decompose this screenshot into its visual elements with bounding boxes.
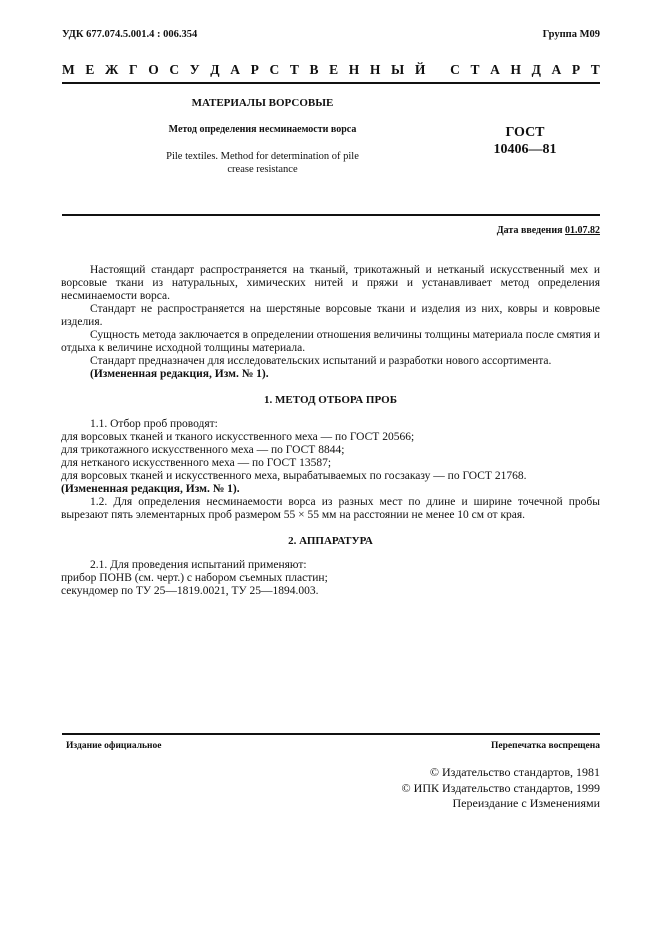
group-code: Группа М09 bbox=[542, 29, 600, 40]
reprint-prohibited: Перепечатка воспрещена bbox=[490, 741, 600, 751]
copyright-1981: © Издательство стандартов, 1981 bbox=[429, 765, 600, 779]
banner-letter: Н bbox=[369, 62, 381, 77]
section-2-title: 2. АППАРАТУРА bbox=[288, 535, 373, 547]
copyright-block bbox=[402, 765, 600, 812]
english-title-line2: crease resistance bbox=[227, 164, 298, 175]
intro-date bbox=[497, 225, 600, 236]
section-2-item-2-1: 2.1. Для проведения испытаний применяют: bbox=[90, 559, 307, 571]
banner-letter: А bbox=[490, 62, 500, 77]
english-title-line1: Pile textiles. Method for determination of pile bbox=[166, 151, 359, 162]
banner-letter: Д bbox=[531, 62, 541, 77]
banner-letter bbox=[436, 62, 439, 78]
banner-letter: А bbox=[551, 62, 562, 77]
reissue-note: Переиздание с Изменениями bbox=[452, 796, 600, 810]
banner-letter: Д bbox=[210, 62, 220, 77]
official-edition: Издание официальное bbox=[66, 741, 162, 751]
banner-letter: О bbox=[148, 62, 159, 77]
section-1-item-1-1: 1.1. Отбор проб проводят: bbox=[90, 418, 218, 430]
banner-letter: Т bbox=[470, 62, 480, 77]
intro-amendment-note: (Измененная редакция, Изм. № 1). bbox=[90, 368, 269, 380]
section-2-line-3: секундомер по ТУ 25—1819.0021, ТУ 25—1894.003. bbox=[61, 585, 319, 597]
banner-letter: Т bbox=[590, 62, 600, 77]
gost-label: ГОСТ bbox=[505, 125, 545, 140]
banner-letter: С bbox=[450, 62, 460, 77]
copyright-1999: © ИПК Издательство стандартов, 1999 bbox=[401, 780, 600, 795]
banner-letter: Т bbox=[289, 62, 299, 77]
banner-letter: У bbox=[189, 62, 200, 77]
section-1-line-4: для нетканого искусственного меха — по ГОСТ 13587; bbox=[61, 457, 332, 469]
section-1-line-5: для ворсовых тканей и искусственного меха, вырабатываемых по госзаказу — по ГОСТ 21768. bbox=[61, 470, 527, 482]
intro-paragraph-3: Сущность метода заключается в определении отношения величины толщины материала после смятия и отдыха к величине исходной толщины материала. bbox=[61, 329, 600, 354]
banner-letter: Ы bbox=[391, 62, 405, 77]
section-1-line-3: для трикотажного искусственного меха — по ГОСТ 8844; bbox=[61, 444, 345, 456]
section-1-line-2: для ворсовых тканей и тканого искусственного меха — по ГОСТ 20566; bbox=[61, 431, 415, 443]
gost-code: 10406—81 bbox=[493, 142, 557, 157]
banner-letter: Й bbox=[414, 62, 426, 77]
gost-number bbox=[470, 124, 580, 158]
top-rule bbox=[62, 82, 600, 84]
footer-rule bbox=[62, 733, 600, 735]
intro-paragraph-4: Стандарт предназначен для исследовательских испытаний и разработки нового ассортимента. bbox=[90, 355, 552, 367]
section-2 bbox=[61, 535, 600, 598]
banner-letter: М bbox=[62, 62, 75, 77]
intro-paragraph-2: Стандарт не распространяется на шерстяные ворсовые ткани и изделия из них, ковры и ковровые изделия. bbox=[61, 303, 600, 328]
banner-letter: С bbox=[169, 62, 180, 77]
banner-letter: Р bbox=[571, 62, 581, 77]
interstate-standard-banner bbox=[62, 62, 600, 78]
udc-code: УДК 677.074.5.001.4 : 006.354 bbox=[62, 29, 198, 40]
banner-letter: В bbox=[309, 62, 319, 77]
banner-letter: Н bbox=[348, 62, 360, 77]
banner-letter: Р bbox=[250, 62, 259, 77]
english-title bbox=[140, 150, 385, 176]
standard-subtitle: Метод определения несминаемости ворса bbox=[168, 124, 357, 135]
banner-letter: А bbox=[230, 62, 240, 77]
intro-date-value: 01.07.82 bbox=[565, 225, 600, 236]
banner-letter: Г bbox=[129, 62, 138, 77]
banner-letter: Н bbox=[510, 62, 521, 77]
section-2-line-2: прибор ПОНВ (см. черт.) с набором съемных пластин; bbox=[61, 572, 328, 584]
section-1-item-1-2: 1.2. Для определения несминаемости ворса из разных мест по длине и ширине точечной пробы вырезают пять элементарных проб размером 55 × 55 мм на расстоянии не менее 10 см от края. bbox=[61, 496, 600, 521]
intro-block bbox=[61, 264, 600, 381]
section-1-amendment-note: (Измененная редакция, Изм. № 1). bbox=[61, 483, 240, 495]
section-1-title: 1. МЕТОД ОТБОРА ПРОБ bbox=[264, 394, 397, 406]
banner-letter: Е bbox=[85, 62, 95, 77]
intro-date-label: Дата введения bbox=[496, 225, 563, 236]
section-1 bbox=[61, 394, 600, 522]
standard-title: МАТЕРИАЛЫ ВОРСОВЫЕ bbox=[191, 97, 334, 109]
banner-letter: С bbox=[269, 62, 280, 77]
banner-letter: Е bbox=[329, 62, 339, 77]
banner-letter: Ж bbox=[105, 62, 119, 77]
title-rule bbox=[62, 214, 600, 216]
intro-paragraph-1: Настоящий стандарт распространяется на тканый, трикотажный и нетканый искусственный мех и ворсовые ткани из натуральных, химических нитей и пряжи и устанавливает метод определения несминаемости ворса. bbox=[61, 264, 600, 302]
